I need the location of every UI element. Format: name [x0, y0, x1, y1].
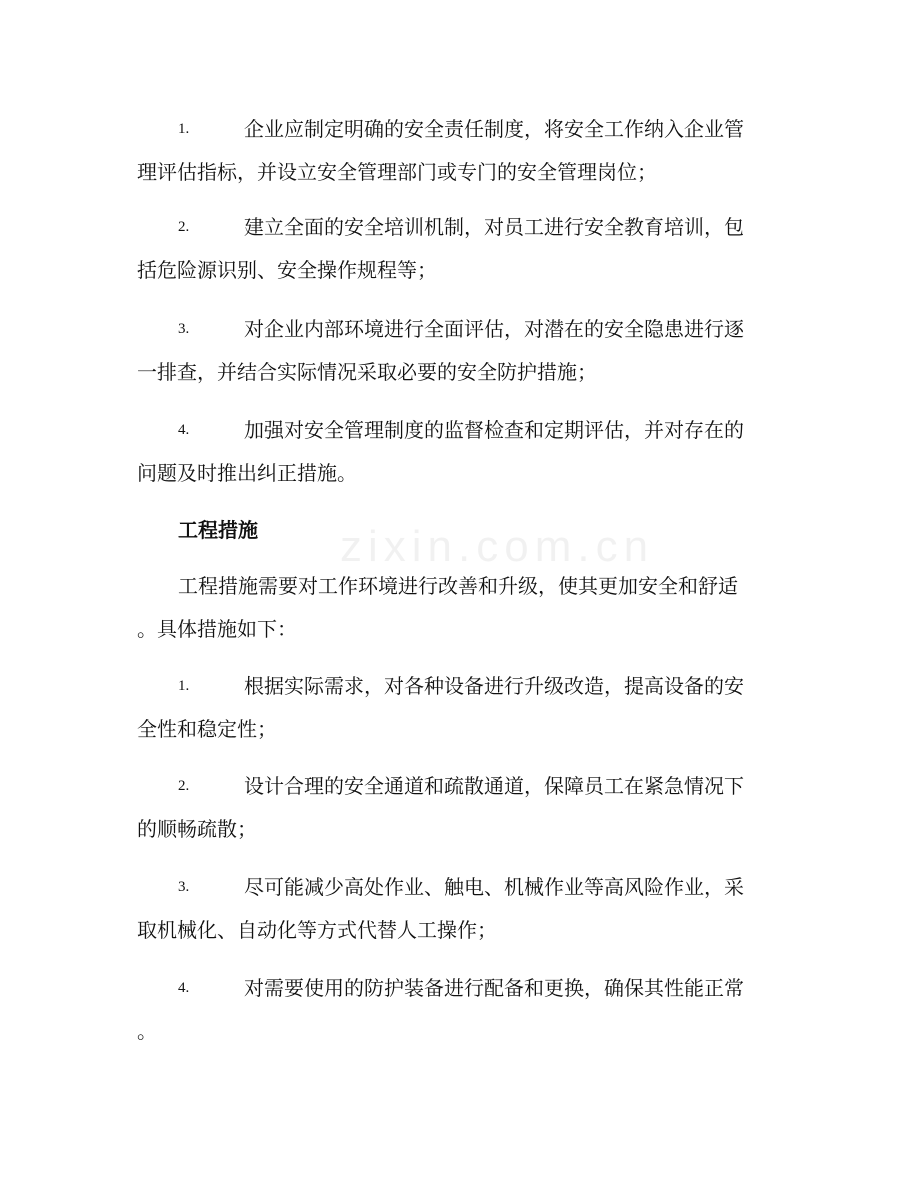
watermark: zixin.com.cn	[340, 522, 655, 571]
paragraph-line: 。具体措施如下：	[137, 617, 297, 641]
list-number: 4.	[178, 422, 190, 438]
list-number: 1.	[178, 121, 190, 137]
list-number: 1.	[178, 678, 190, 694]
list-text-line: 全性和稳定性；	[137, 717, 277, 741]
list-text-line: 设计合理的安全通道和疏散通道，保障员工在紧急情况下	[244, 774, 744, 798]
list-number: 3.	[178, 879, 190, 895]
list-number: 2.	[178, 219, 190, 235]
list-text-line: 尽可能减少高处作业、触电、机械作业等高风险作业，采	[244, 875, 744, 899]
list-text-line: 对企业内部环境进行全面评估，对潜在的安全隐患进行逐	[244, 317, 744, 341]
list-number: 3.	[178, 321, 190, 337]
list-number: 2.	[178, 778, 190, 794]
section-heading: 工程措施	[178, 518, 258, 542]
list-text-line: 问题及时推出纠正措施。	[137, 461, 357, 485]
list-text-line: 。	[137, 1019, 157, 1043]
list-text-line: 加强对安全管理制度的监督检查和定期评估，并对存在的	[244, 418, 744, 442]
list-text-line: 取机械化、自动化等方式代替人工操作；	[137, 918, 497, 942]
list-text-line: 括危险源识别、安全操作规程等；	[137, 258, 437, 282]
list-text-line: 的顺畅疏散；	[137, 817, 257, 841]
list-text-line: 企业应制定明确的安全责任制度，将安全工作纳入企业管	[244, 117, 744, 141]
paragraph-line: 工程措施需要对工作环境进行改善和升级，使其更加安全和舒适	[178, 574, 738, 598]
list-text-line: 根据实际需求，对各种设备进行升级改造，提高设备的安	[244, 674, 744, 698]
list-text-line: 对需要使用的防护装备进行配备和更换，确保其性能正常	[244, 976, 744, 1000]
list-text-line: 建立全面的安全培训机制，对员工进行安全教育培训，包	[244, 215, 744, 239]
list-text-line: 一排查，并结合实际情况采取必要的安全防护措施；	[137, 360, 597, 384]
list-number: 4.	[178, 980, 190, 996]
list-text-line: 理评估指标，并设立安全管理部门或专门的安全管理岗位；	[137, 160, 657, 184]
